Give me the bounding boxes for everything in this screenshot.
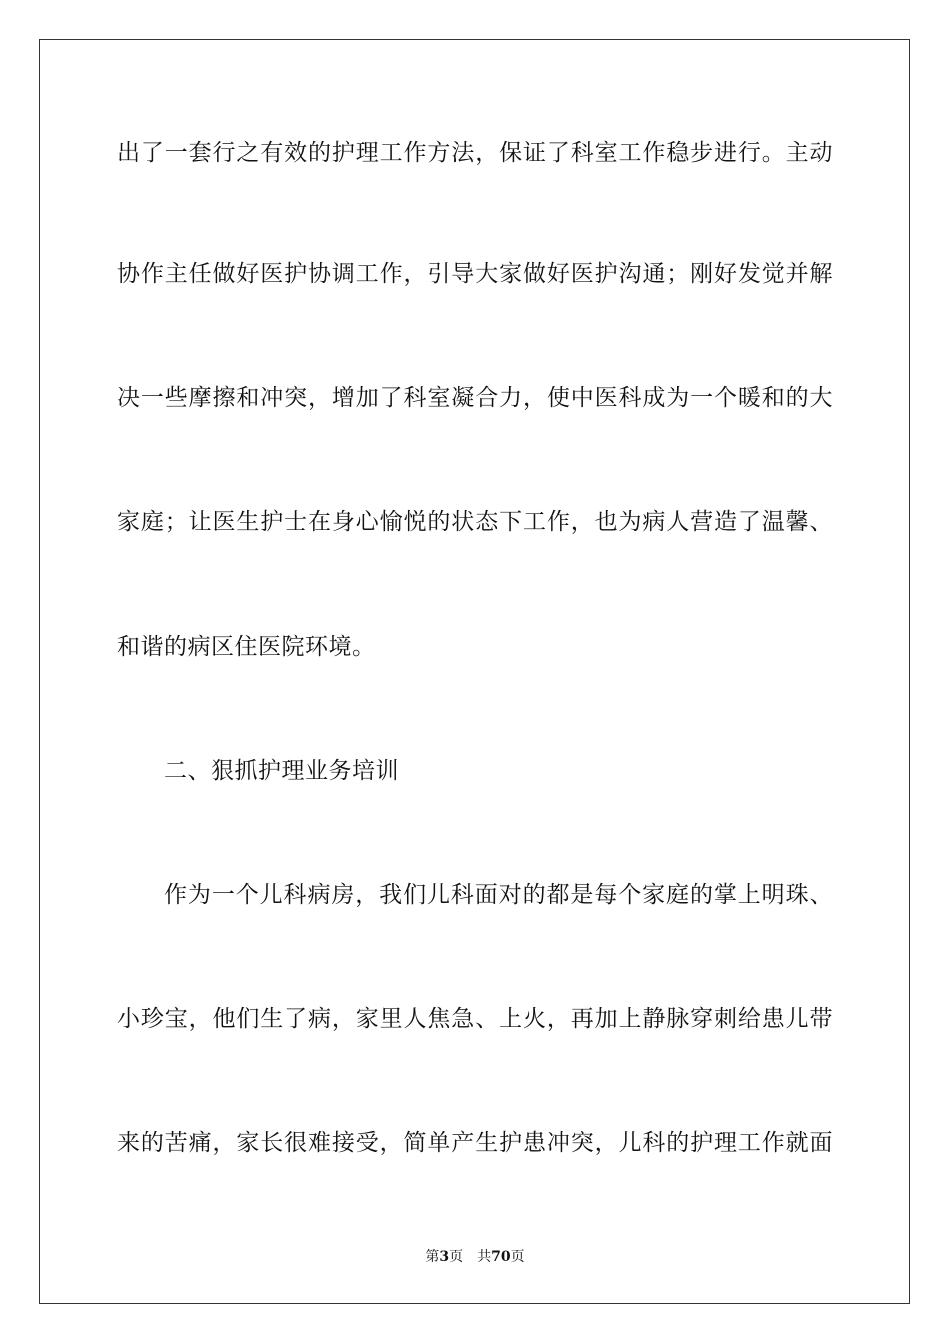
text-line: 小珍宝，他们生了病，家里人焦急、上火，再加上静脉穿刺给患儿带 — [117, 1006, 833, 1032]
text-line: 和谐的病区住医院环境。 — [117, 634, 376, 660]
text-line: 决一些摩擦和冲突，增加了科室凝合力，使中医科成为一个暖和的大 — [117, 385, 833, 411]
text-line: 家庭；让医生护士在身心愉悦的状态下工作，也为病人营造了温馨、 — [117, 509, 833, 535]
page-border — [39, 39, 910, 1304]
text-line: 出了一套行之有效的护理工作方法，保证了科室工作稳步进行。主动 — [117, 140, 833, 166]
text-line: 协作主任做好医护协调工作，引导大家做好医护沟通；刚好发觉并解 — [117, 261, 833, 287]
footer-page-number: 3 — [439, 1249, 450, 1265]
section-heading: 二、狠抓护理业务培训 — [164, 758, 399, 784]
page-footer — [0, 1248, 950, 1266]
footer-page-suffix: 页 — [449, 1249, 464, 1265]
footer-total-prefix: 共 — [477, 1249, 492, 1265]
footer-total-suffix: 页 — [510, 1249, 525, 1265]
footer-total-pages: 70 — [491, 1249, 511, 1265]
text-line: 作为一个儿科病房，我们儿科面对的都是每个家庭的掌上明珠、 — [164, 882, 833, 908]
footer-page-prefix: 第 — [425, 1249, 440, 1265]
text-line: 来的苦痛，家长很难接受，简单产生护患冲突，儿科的护理工作就面 — [117, 1130, 833, 1156]
